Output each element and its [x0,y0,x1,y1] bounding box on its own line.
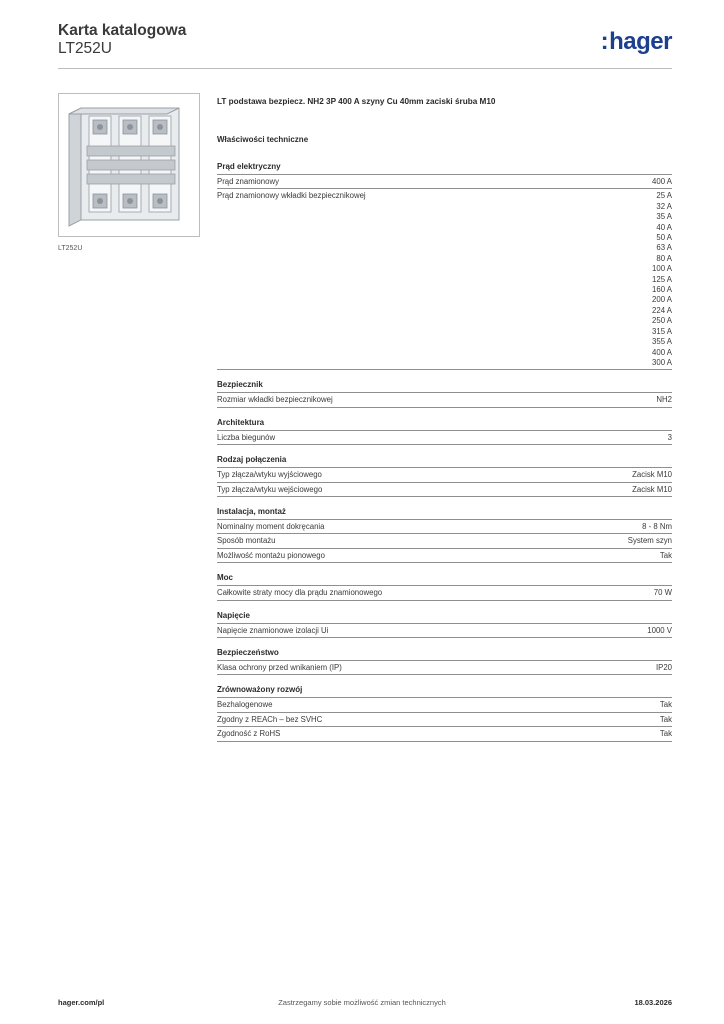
property-group-title: Architektura [217,418,672,431]
property-value: 50 A [656,233,672,243]
property-group [217,507,672,563]
property-group-title: Napięcie [217,611,672,624]
property-value: Zacisk M10 [632,470,672,480]
property-values [632,470,672,480]
property-group-title: Rodzaj połączenia [217,455,672,468]
property-value: 70 W [653,588,672,598]
property-value: System szyn [627,536,672,546]
logo-colon-mark: : [600,28,609,55]
product-reference: LT252U [58,40,112,57]
property-row [217,468,672,482]
property-values [660,551,672,561]
property-row [217,431,672,445]
property-group [217,455,672,497]
property-value: 8 - 8 Nm [642,521,672,531]
property-row [217,713,672,727]
property-values [668,433,672,443]
property-label: Sposób montażu [217,536,276,546]
property-value: 1000 V [647,625,672,635]
property-value: NH2 [656,395,672,405]
footer-website: hager.com/pl [58,998,105,1007]
property-values [660,715,672,725]
property-value: 35 A [656,212,672,222]
property-label: Nominalny moment dokręcania [217,521,325,531]
property-value: Tak [659,729,672,739]
technical-properties-table [217,162,672,742]
property-values [652,191,672,368]
property-group [217,418,672,445]
property-row [217,549,672,563]
product-details [217,97,672,752]
property-value: Zacisk M10 [632,484,672,494]
property-values [660,700,672,710]
property-value: 160 A [652,285,672,295]
property-values [656,395,672,405]
property-group-title: Prąd elektryczny [217,162,672,175]
property-value: 100 A [652,264,672,274]
technical-properties-heading: Właściwości techniczne [217,135,309,144]
property-label: Prąd znamionowy [217,177,279,186]
product-image [58,93,200,237]
property-label: Zgodny z REACh – bez SVHC [217,714,323,724]
fuse-base-illustration [59,94,199,236]
footer-notice: Zastrzegamy sobie możliwość zmian technicznych [278,998,446,1007]
property-group-title: Zrównoważony rozwój [217,685,672,698]
property-value: 315 A [652,326,672,336]
property-label: Możliwość montażu pionowego [217,550,325,560]
property-value: 200 A [652,295,672,305]
property-label: Bezhalogenowe [217,700,273,710]
property-label: Zgodność z RoHS [217,729,281,739]
property-group-title: Bezpiecznik [217,380,672,393]
property-row [217,624,672,638]
property-label: Klasa ochrony przed wnikaniem (IP) [217,662,342,672]
property-values [647,626,672,636]
property-label: Napięcie znamionowe izolacji Ui [217,625,329,635]
property-row [217,661,672,675]
property-row [217,534,672,548]
property-group [217,611,672,638]
property-label: Liczba biegunów [217,432,276,442]
property-value: 63 A [656,243,672,253]
property-value: 400 A [652,347,672,357]
property-value: IP20 [655,662,672,672]
property-group [217,380,672,407]
property-value: 400 A [652,177,672,186]
property-group [217,685,672,741]
property-value: 125 A [652,274,672,284]
property-value: 3 [667,432,672,442]
property-row [217,189,672,370]
property-group-title: Instalacja, montaż [217,507,672,520]
property-value: 300 A [652,357,672,367]
property-row [217,175,672,189]
property-values [632,485,672,495]
property-group-title: Moc [217,573,672,586]
property-values [654,588,672,598]
property-value: 355 A [652,337,672,347]
property-value: 40 A [656,222,672,232]
property-values [656,663,672,673]
property-values [660,729,672,739]
property-group-title: Bezpieczeństwo [217,648,672,661]
property-value: Tak [659,700,672,710]
property-values [652,177,672,187]
property-values [628,536,672,546]
product-title: LT podstawa bezpiecz. NH2 3P 400 A szyny Cu 40mm zaciski śruba M10 [217,97,496,106]
property-value: Tak [659,550,672,560]
property-value: 32 A [656,201,672,211]
property-label: Rozmiar wkładki bezpiecznikowej [217,395,333,405]
header-divider [58,68,672,69]
property-group [217,573,672,600]
property-label: Całkowite straty mocy dla prądu znamionowego [217,588,383,598]
property-value: 250 A [652,316,672,326]
property-value: 224 A [652,305,672,315]
property-row [217,483,672,497]
property-label: Typ złącza/wtyku wyjściowego [217,470,322,480]
property-value: Tak [659,714,672,724]
property-row [217,393,672,407]
property-value: 80 A [656,253,672,263]
property-row [217,520,672,534]
image-caption: LT252U [58,245,83,252]
hager-logo [601,28,672,56]
property-value: 25 A [656,191,672,201]
document-title: Karta katalogowa [58,22,187,39]
property-row [217,698,672,712]
footer-date: 18.03.2026 [634,998,672,1007]
property-values [642,522,672,532]
property-label: Prąd znamionowy wkładki bezpiecznikowej [217,191,366,201]
logo-text: hager [609,28,672,55]
document-header [58,22,186,58]
property-label: Typ złącza/wtyku wejściowego [217,484,323,494]
property-group [217,162,672,370]
property-row [217,586,672,600]
property-group [217,648,672,675]
property-row [217,727,672,741]
